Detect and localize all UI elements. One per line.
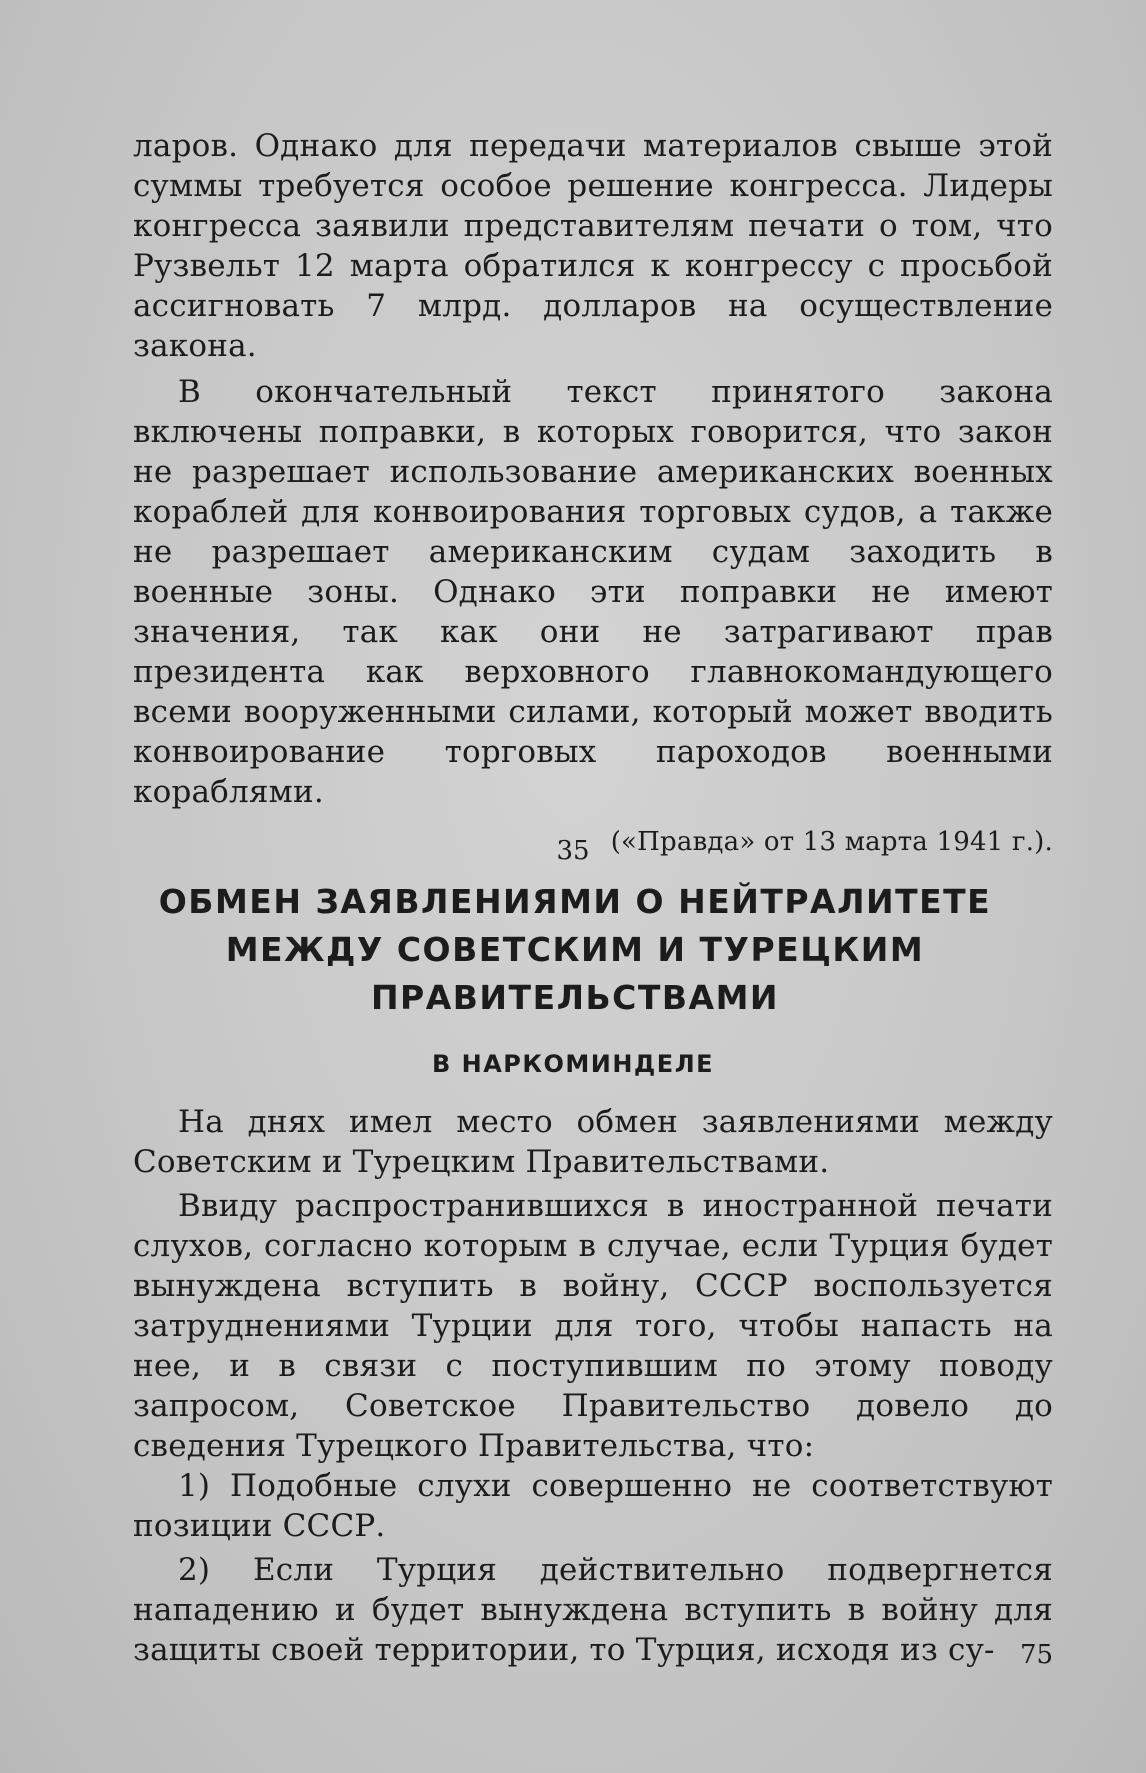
paragraph: На днях имел место обмен заявлениями между Советским и Турецким Правительствами. [133,1104,1053,1180]
paragraph: 2) Если Турция действительно подвергнется нападению и будет вынуждена вступить в войну для защиты своей территории, то Турция, исходя из су- [133,1552,1053,1668]
paragraph: ларов. Однако для передачи материалов свыше этой суммы требуется особое решение конгресса. Лидеры конгресса заявили представителям печати о том, что Рузвельт 12 марта обратился к конгрессу с просьбой ассигновать 7 млрд. долларов на осуществление закона. [133,128,1053,364]
section-subheading: В НАРКОМИНДЕЛЕ [431,1050,715,1078]
document-number: 35 [556,836,590,866]
paragraph: В окончательный текст принятого закона включены поправки, в которых говорится, что закон не разрешает использование американских военных кораблей для конвоирования торговых судов, а также не разрешает американским судам заходить в военные зоны. Однако эти поправки не имеют значения, так как они не затрагивают прав президента как верховного главнокомандующего всеми вооруженными силами, который может вводить конвоирование торговых пароходов военными кораблями. [133,374,1053,810]
document-title: ОБМЕН ЗАЯВЛЕНИЯМИ О НЕЙТРАЛИТЕТЕ МЕЖДУ СОВЕТСКИМ И ТУРЕЦКИМ ПРАВИТЕЛЬСТВАМИ [158,882,992,1017]
paragraph: Ввиду распространившихся в иностранной печати слухов, согласно которым в случае, если Турция будет вынуждена вступить в войну, СССР воспользуется затруднениями Турции для того, чтобы напасть на нее, и в связи с поступившим по этому поводу запросом, Советское Правительство довело до сведения Турецкого Правительства, что: [133,1188,1053,1464]
top-section [133,126,1053,862]
paragraph: 1) Подобные слухи совершенно не соответствуют позиции СССР. [133,1468,1053,1544]
source-citation: («Правда» от 13 марта 1941 г.). [610,827,1053,857]
document-body [133,1102,1053,1670]
page-number: 75 [1020,1640,1054,1670]
